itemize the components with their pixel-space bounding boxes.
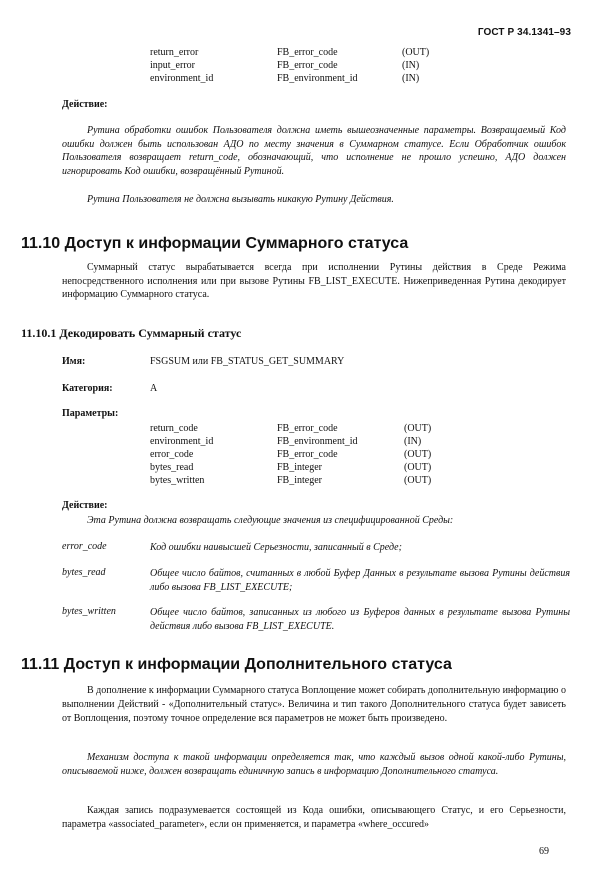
param-type: FB_environment_id — [277, 73, 358, 84]
param-direction: (OUT) — [404, 462, 432, 473]
param-type: FB_error_code — [277, 423, 338, 434]
param-name: input_error — [150, 60, 195, 71]
section-heading-11-11: 11.11 Доступ к информации Дополнительного статуса — [21, 656, 452, 673]
table-row — [150, 59, 429, 72]
definition-term: bytes_read — [62, 567, 106, 578]
table-row — [150, 448, 431, 461]
category-label: Категория: — [62, 383, 113, 394]
parameters-label: Параметры: — [62, 408, 119, 419]
table-row — [150, 46, 429, 59]
action-note: Рутина Пользователя не должна вызывать никакую Рутину Действия. — [87, 194, 394, 205]
param-name: bytes_written — [150, 475, 205, 486]
action-intro: Эта Рутина должна возвращать следующие значения из специфицированной Среды: — [87, 515, 454, 526]
action-label: Действие: — [62, 99, 108, 110]
action-label: Действие: — [62, 500, 108, 511]
definition-text: Общее число байтов, считанных в любой Буфер Данных в результате вызова Рутины действия либо вызова FB_LIST_EXECUTE; — [150, 568, 570, 593]
section-paragraph-italic: Механизм доступа к такой информации определяется так, что каждый вызов одной какой-либо Рутины, описываемой ниже, должен возвращать единичную запись в информацию Дополнительного статуса. — [62, 752, 566, 777]
param-name: environment_id — [150, 436, 214, 447]
category-value: A — [150, 383, 158, 394]
section-paragraph: Суммарный статус вырабатывается всегда при исполнении Рутины действия в Среде Режима непосредственного исполнения или при вызове Рутины FB_LIST_EXECUTE. Нижеприведенная Рутина декодирует информацию Суммарного статуса. — [62, 262, 566, 300]
action-paragraph: Рутина обработки ошибок Пользователя должна иметь вышеозначенные параметры. Возвращаемый Код ошибки должен быть использован АДО по месту значения в Суммарном статусе. Если Обработчик ошибок Пользователя возвращает return_code, обозначающий, что исполнение не прошло успешно, АДО должен игнорировать Код ошибки, возвращённый Рутиной. — [62, 125, 566, 177]
param-direction: (OUT) — [402, 47, 430, 58]
table-row — [150, 461, 431, 474]
parameter-table — [150, 422, 431, 487]
table-row — [150, 435, 431, 448]
param-type: FB_integer — [277, 475, 322, 486]
definition-text: Общее число байтов, записанных из любого из Буферов данных в результате вызова Рутины действия либо вызова FB_LIST_EXECUTE. — [150, 607, 570, 632]
param-direction: (IN) — [404, 436, 422, 447]
param-type: FB_error_code — [277, 60, 338, 71]
param-name: return_code — [150, 423, 198, 434]
section-paragraph: Каждая запись подразумевается состоящей из Кода ошибки, описывающего Статус, и его Серьезности, параметра «associated_parameter», если он применяется, и параметра «where_occured» — [62, 805, 566, 830]
param-type: FB_error_code — [277, 47, 338, 58]
page-number: 69 — [539, 846, 549, 857]
param-name: return_error — [150, 47, 199, 58]
param-direction: (OUT) — [404, 423, 432, 434]
param-direction: (IN) — [402, 60, 420, 71]
param-direction: (IN) — [402, 73, 420, 84]
section-heading-11-10: 11.10 Доступ к информации Суммарного статуса — [21, 235, 409, 252]
param-name: environment_id — [150, 73, 214, 84]
name-value: FSGSUM или FB_STATUS_GET_SUMMARY — [150, 356, 345, 367]
param-direction: (OUT) — [404, 475, 432, 486]
table-row — [150, 474, 431, 487]
definition-term: bytes_written — [62, 606, 116, 617]
section-paragraph: В дополнение к информации Суммарного статуса Воплощение может собирать дополнительную информацию о выполнении Действий - «Дополнительный статус». Величина и тип такого Дополнительного статуса будет зависеть от Воплощения, поэтому точное определение вся параметров не может быть произведено. — [62, 685, 566, 724]
param-type: FB_error_code — [277, 449, 338, 460]
definition-text: Код ошибки наивысшей Серьезности, записанный в Среде; — [150, 542, 402, 553]
top-parameter-table — [150, 46, 429, 85]
param-type: FB_integer — [277, 462, 322, 473]
param-type: FB_environment_id — [277, 436, 358, 447]
table-row — [150, 422, 431, 435]
document-header: ГОСТ Р 34.1341–93 — [477, 27, 571, 38]
definition-term: error_code — [62, 541, 107, 552]
table-row — [150, 72, 429, 85]
subsection-heading-11-10-1: 11.10.1 Декодировать Суммарный статус — [21, 326, 242, 340]
param-name: bytes_read — [150, 462, 194, 473]
name-label: Имя: — [62, 356, 86, 367]
param-name: error_code — [150, 449, 194, 460]
param-direction: (OUT) — [404, 449, 432, 460]
